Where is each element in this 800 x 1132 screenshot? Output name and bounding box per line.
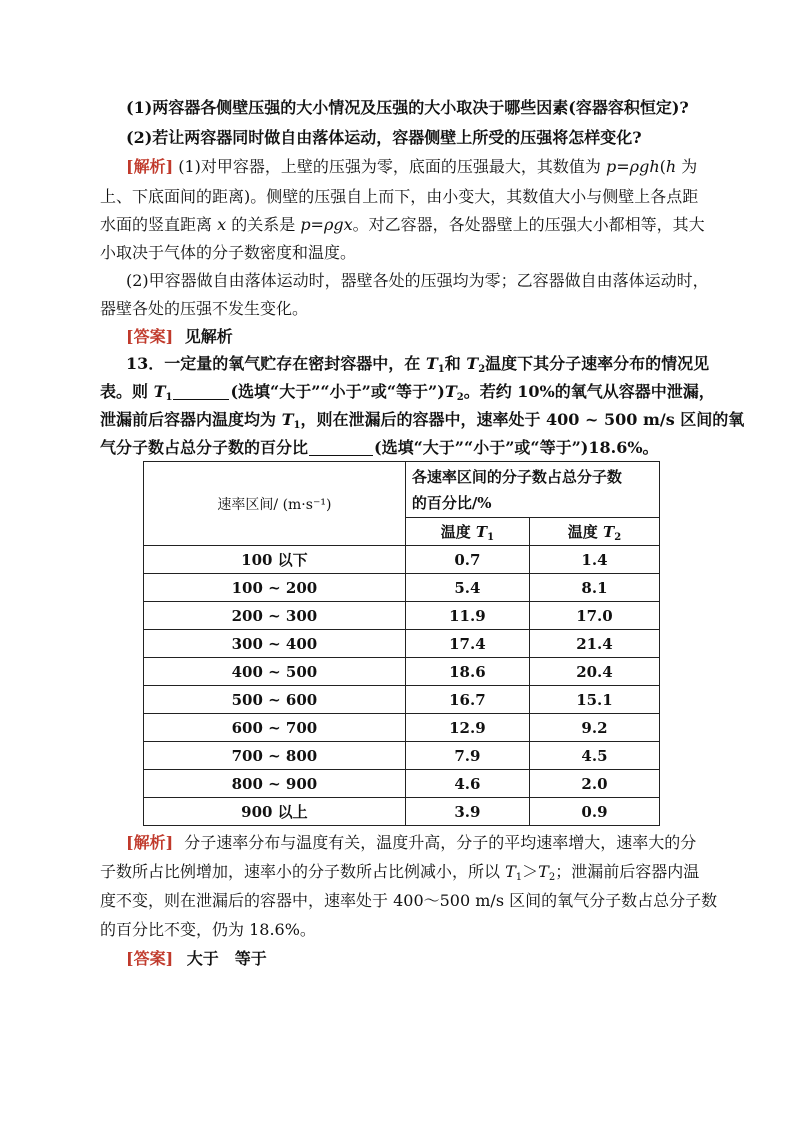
var: T — [538, 862, 549, 881]
table-row — [144, 686, 660, 714]
cell: 8.1 — [529, 574, 659, 602]
q12-sub1: (1)两容器各侧壁压强的大小情况及压强的大小取决于哪些因素(容器容积恒定)? — [126, 98, 689, 117]
var: x — [217, 215, 227, 234]
analysis-tag: [解析] — [126, 833, 174, 852]
answer-blank[interactable] — [309, 439, 373, 456]
text: 13．一定量的氧气贮存在密封容器中，在 — [126, 354, 426, 373]
cell: 300 ~ 400 — [144, 630, 406, 658]
text: 水面的竖直距离 — [100, 215, 218, 234]
q13-line3 — [100, 409, 744, 431]
text: ＞ — [522, 862, 539, 881]
cell: 9.2 — [529, 714, 659, 742]
q12-analysis-line5: (2)甲容器做自由落体运动时，器壁各处的压强均为零；乙容器做自由落体运动时， — [126, 271, 709, 290]
text: 气分子数占总分子数的百分比 — [100, 438, 309, 457]
q13-line2 — [100, 381, 715, 403]
table-row — [144, 546, 660, 574]
cell: 17.4 — [405, 630, 529, 658]
cell: 11.9 — [405, 602, 529, 630]
q13-analysis-line1 — [126, 832, 696, 854]
sub: 2 — [478, 364, 486, 375]
sub: 2 — [614, 532, 622, 543]
cell: 700 ~ 800 — [144, 742, 406, 770]
q13-answer — [126, 948, 267, 970]
col-header-speed: 速率区间/ (m·s⁻¹) — [144, 462, 406, 546]
cell: 100 ~ 200 — [144, 574, 406, 602]
col-header-t1 — [405, 518, 529, 546]
sub: 2 — [456, 392, 464, 403]
cell: 18.6 — [405, 658, 529, 686]
cell: 4.5 — [529, 742, 659, 770]
table-row — [144, 714, 660, 742]
q13-analysis-line2 — [100, 861, 699, 883]
text: ，则在泄漏后的容器中，速率处于 400 ~ 500 m/s 区间的氧 — [300, 410, 745, 429]
col-header-percentage — [405, 462, 659, 518]
var: T — [466, 354, 479, 373]
q13-analysis-line3: 度不变，则在泄漏后的容器中，速率处于 400～500 m/s 区间的氧气分子数占总分子数 — [100, 891, 718, 910]
cell: 800 ~ 900 — [144, 770, 406, 798]
speed-distribution-table — [143, 461, 660, 826]
cell: 1.4 — [529, 546, 659, 574]
cell: 600 ~ 700 — [144, 714, 406, 742]
text: 表。则 — [100, 382, 154, 401]
table-row — [144, 742, 660, 770]
var: T — [281, 410, 294, 429]
formula: p=ρgh — [606, 157, 660, 176]
analysis-tag: [解析] — [126, 157, 174, 176]
table-row — [144, 630, 660, 658]
text: 温度 — [567, 523, 604, 541]
text: ；泄漏前后容器内温 — [555, 862, 700, 881]
sub: 1 — [293, 420, 301, 431]
cell: 20.4 — [529, 658, 659, 686]
cell: 17.0 — [529, 602, 659, 630]
answer-tag: [答案] — [126, 327, 174, 346]
var: T — [603, 523, 615, 541]
q12-analysis-line3 — [100, 214, 705, 236]
cell: 0.7 — [405, 546, 529, 574]
text: 子数所占比例增加，速率小的分子数所占比例减小，所以 — [100, 862, 506, 881]
var: h — [665, 157, 677, 176]
answer-text: 大于 等于 — [186, 949, 267, 968]
cell: 12.9 — [405, 714, 529, 742]
var: T — [475, 523, 488, 541]
cell: 16.7 — [405, 686, 529, 714]
q12-analysis-line2: 上、下底面间的距离)。侧壁的压强自上而下，由小变大，其数值大小与侧壁上各点距 — [100, 187, 699, 206]
sub: 2 — [548, 872, 556, 883]
text: ( — [659, 157, 666, 176]
col-header-t2 — [529, 518, 659, 546]
answer-tag: [答案] — [126, 949, 174, 968]
text: 温度 — [440, 523, 476, 541]
cell: 4.6 — [405, 770, 529, 798]
text: (1)对甲容器，上壁的压强为零，底面的压强最大，其数值为 — [178, 157, 607, 176]
text: 温度下其分子速率分布的情况见 — [485, 354, 710, 373]
cell: 0.9 — [529, 798, 659, 826]
table-row — [144, 770, 660, 798]
cell: 100 以下 — [144, 546, 406, 574]
cell: 900 以上 — [144, 798, 406, 826]
q12-sub2: (2)若让两容器同时做自由落体运动，容器侧壁上所受的压强将怎样变化? — [126, 128, 642, 147]
cell: 2.0 — [529, 770, 659, 798]
q12-analysis-line4: 小取决于气体的分子数密度和温度。 — [100, 243, 357, 262]
table-row — [144, 574, 660, 602]
text: (选填“大于”“小于”或“等于”) — [230, 382, 445, 401]
sub: 1 — [165, 392, 173, 403]
q12-analysis-line6: 器壁各处的压强不发生变化。 — [100, 299, 309, 318]
cell: 3.9 — [405, 798, 529, 826]
header-line: 各速率区间的分子数占总分子数 — [411, 467, 622, 486]
text: 和 — [444, 354, 467, 373]
text: 分子速率分布与温度有关，温度升高，分子的平均速率增大，速率大的分 — [184, 833, 697, 852]
var: T — [505, 862, 516, 881]
text: 泄漏前后容器内温度均为 — [100, 410, 282, 429]
answer-blank[interactable] — [173, 383, 229, 400]
cell: 21.4 — [529, 630, 659, 658]
table-row — [144, 658, 660, 686]
cell: 400 ~ 500 — [144, 658, 406, 686]
q13-line1 — [126, 353, 709, 375]
text: 为 — [676, 157, 698, 176]
cell: 500 ~ 600 — [144, 686, 406, 714]
var: T — [444, 382, 457, 401]
var: T — [425, 354, 438, 373]
q13-analysis-line4: 的百分比不变，仍为 18.6%。 — [100, 920, 316, 939]
q13-line4 — [100, 437, 659, 459]
text: 。对乙容器，各处器壁上的压强大小都相等，其大 — [352, 215, 705, 234]
sub: 1 — [515, 872, 523, 883]
sub: 1 — [487, 532, 495, 543]
header-line: 的百分比/% — [411, 493, 492, 512]
var: T — [153, 382, 166, 401]
sub: 1 — [437, 364, 445, 375]
text: 。若约 10%的氧气从容器中泄漏， — [463, 382, 715, 401]
text: (选填“大于”“小于”或“等于”)18.6%。 — [374, 438, 659, 457]
cell: 5.4 — [405, 574, 529, 602]
table-row — [144, 602, 660, 630]
text: 的关系是 — [226, 215, 301, 234]
q12-analysis-line1 — [126, 156, 697, 178]
q12-answer — [126, 326, 233, 348]
cell: 200 ~ 300 — [144, 602, 406, 630]
cell: 15.1 — [529, 686, 659, 714]
table-row — [144, 798, 660, 826]
cell: 7.9 — [405, 742, 529, 770]
formula: p=ρgx — [300, 215, 353, 234]
answer-text: 见解析 — [184, 327, 233, 346]
